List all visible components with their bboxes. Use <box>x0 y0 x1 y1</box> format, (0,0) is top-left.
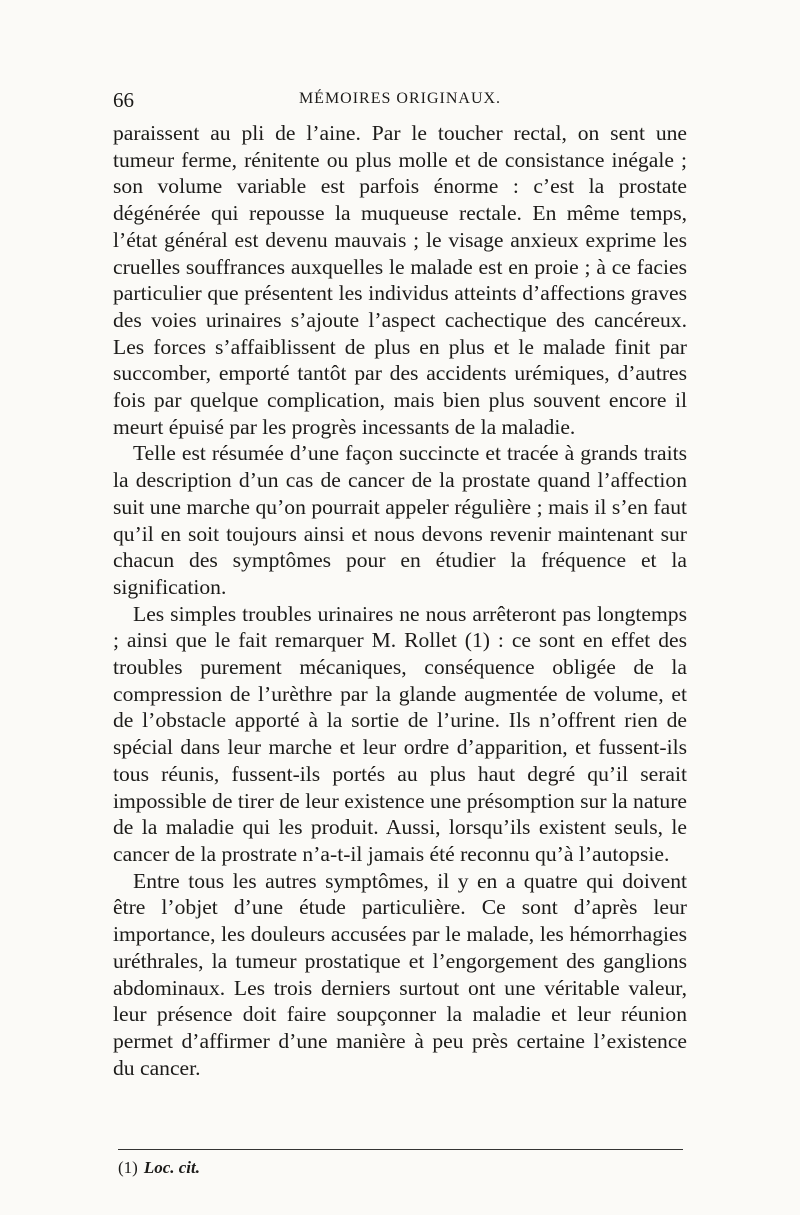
paragraph: paraissent au pli de l’aine. Par le toucher rectal, on sent une tumeur ferme, rénitente ou plus molle et de consistance inégale ; son volume variable est parfois énorme : c’est la prostate dégénérée qui repousse la muqueuse rectale. En même temps, l’état général est devenu mauvais ; le visage anxieux exprime les cruelles souffrances auxquelles le malade est en proie ; à ce facies particulier que présentent les individus atteints d’affections graves des voies urinaires s’ajoute l’aspect cachectique des cancéreux. Les forces s’affaiblissent de plus en plus et le malade finit par succomber, emporté tantôt par des accidents urémiques, d’autres fois par quelque complication, mais bien plus souvent encore il meurt épuisé par les progrès incessants de la maladie. <box>113 121 687 439</box>
footnote-divider <box>118 1149 683 1150</box>
page-number: 66 <box>113 88 134 112</box>
body-text <box>113 120 687 1081</box>
footnote-text: Loc. cit. <box>143 1158 200 1177</box>
paragraph: Entre tous les autres symptômes, il y en a quatre qui doivent être l’objet d’une étude particulière. Ce sont d’après leur importance, les douleurs accusées par le malade, les hémorrhagies uréthrales, la tumeur prostatique et l’engorgement des ganglions abdominaux. Les trois derniers surtout ont une véritable valeur, leur présence doit faire soupçonner la maladie et leur réunion permet d’affirmer d’une manière à peu près certaine l’existence du cancer. <box>113 868 687 1080</box>
paragraph: Les simples troubles urinaires ne nous arrêteront pas longtemps ; ainsi que le fait remarquer M. Rollet (1) : ce sont en effet des troubles purement mécaniques, conséquence obligée de la compression de l’urèthre par la glande augmentée de volume, et de l’obstacle apporté à la sortie de l’urine. Ils n’offrent rien de spécial dans leur marche et leur ordre d’apparition, et fussent-ils tous réunis, fussent-ils portés au plus haut degré qu’il serait impossible de tirer de leur existence une présomption sur la nature de la maladie qui les produit. Aussi, lorsqu’ils existent seuls, le cancer de la prostrate n’a-t-il jamais été reconnu qu’à l’autopsie. <box>113 601 687 866</box>
page-header <box>113 88 687 116</box>
footnote <box>118 1158 200 1178</box>
paragraph: Telle est résumée d’une façon succincte et tracée à grands traits la description d’un cas de cancer de la prostate quand l’affection suit une marche qu’on pourrait appeler régulière ; mais il s’en faut qu’il en soit toujours ainsi et nous devons revenir maintenant sur chacun des symptômes pour en étudier la fréquence et la signification. <box>113 441 687 599</box>
footnote-marker: (1) <box>118 1158 138 1177</box>
running-title: MÉMOIRES ORIGINAUX. <box>298 90 502 107</box>
